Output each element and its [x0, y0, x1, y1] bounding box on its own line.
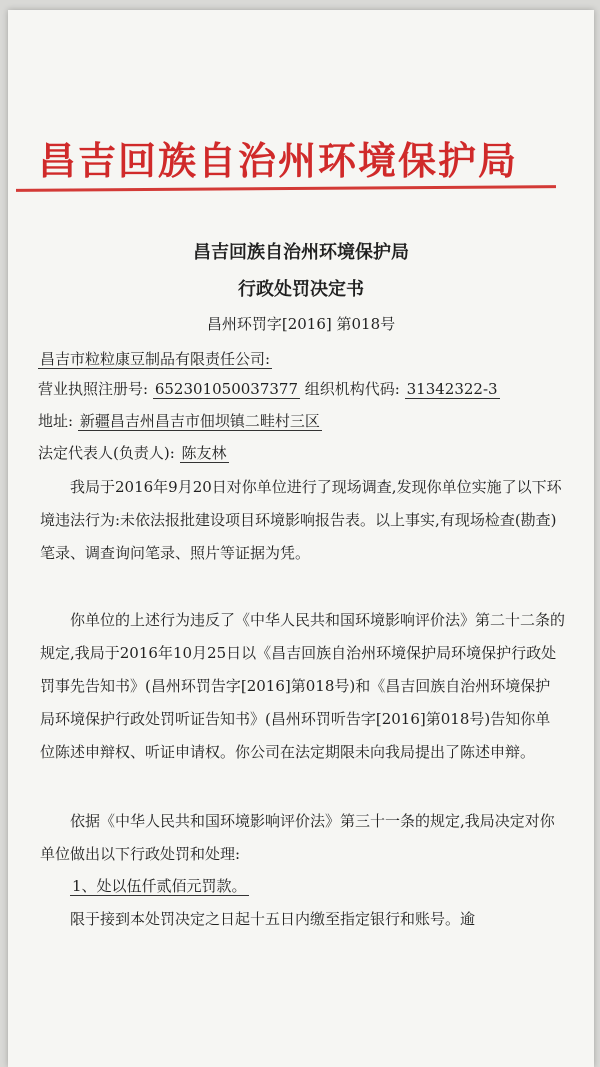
- addr-value: 新疆昌吉州昌吉市佃坝镇二畦村三区: [79, 412, 320, 430]
- address-line: [38, 410, 322, 431]
- letterhead: 昌吉回族自治州环境保护局: [38, 139, 519, 183]
- penalty-item-1: [40, 870, 565, 903]
- red-divider-line: [16, 185, 556, 192]
- reg-label: 营业执照注册号:: [38, 380, 149, 398]
- reg-value: 652301050037377: [154, 380, 298, 398]
- company-name-text: 昌吉市粒粒康豆制品有限责任公司:: [40, 350, 271, 368]
- rep-label: 法定代表人(负责人):: [38, 444, 175, 462]
- document-page: [8, 10, 594, 1067]
- rep-value: 陈友林: [181, 444, 227, 462]
- penalty-item-1-text: 1、处以伍仟贰佰元罚款。: [72, 877, 247, 895]
- doc-number: 昌州环罚字[2016] 第018号: [206, 315, 396, 333]
- company-name: [38, 348, 272, 369]
- registration-line: [38, 378, 500, 399]
- addr-label: 地址:: [38, 412, 74, 430]
- para-investigation: 我局于2016年9月20日对你单位进行了现场调查,发现你单位实施了以下环境违法行为:未依法报批建设项目环境影响报告表。以上事实,有现场检查(勘查)笔录、调查询问笔录、照片等证据为凭。: [40, 478, 562, 562]
- representative-line: [38, 442, 229, 463]
- doc-title-issuer: 昌吉回族自治州环境保护局: [193, 242, 409, 263]
- org-label: 组织机构代码:: [304, 380, 400, 398]
- doc-title: 行政处罚决定书: [238, 279, 364, 300]
- para-violation: 你单位的上述行为违反了《中华人民共和国环境影响评价法》第二十二条的规定,我局于2016年10月25日以《昌吉回族自治州环境保护局环境保护行政处罚事先告知书》(昌州环罚告字[2016]第018号)和《昌吉回族自治州环境保护局环境保护行政处罚听证告知书》(昌州环罚听告字[2016]第018号)告知你单位陈述申辩权、听证申请权。你公司在法定期限未向我局提出了陈述申辩。: [40, 611, 566, 761]
- org-value: 31342322-3: [406, 380, 498, 398]
- para-payment: 限于接到本处罚决定之日起十五日内缴至指定银行和账号。逾: [70, 910, 476, 928]
- para-decision: 依据《中华人民共和国环境影响评价法》第三十一条的规定,我局决定对你单位做出以下行政处罚和处理:: [40, 812, 555, 863]
